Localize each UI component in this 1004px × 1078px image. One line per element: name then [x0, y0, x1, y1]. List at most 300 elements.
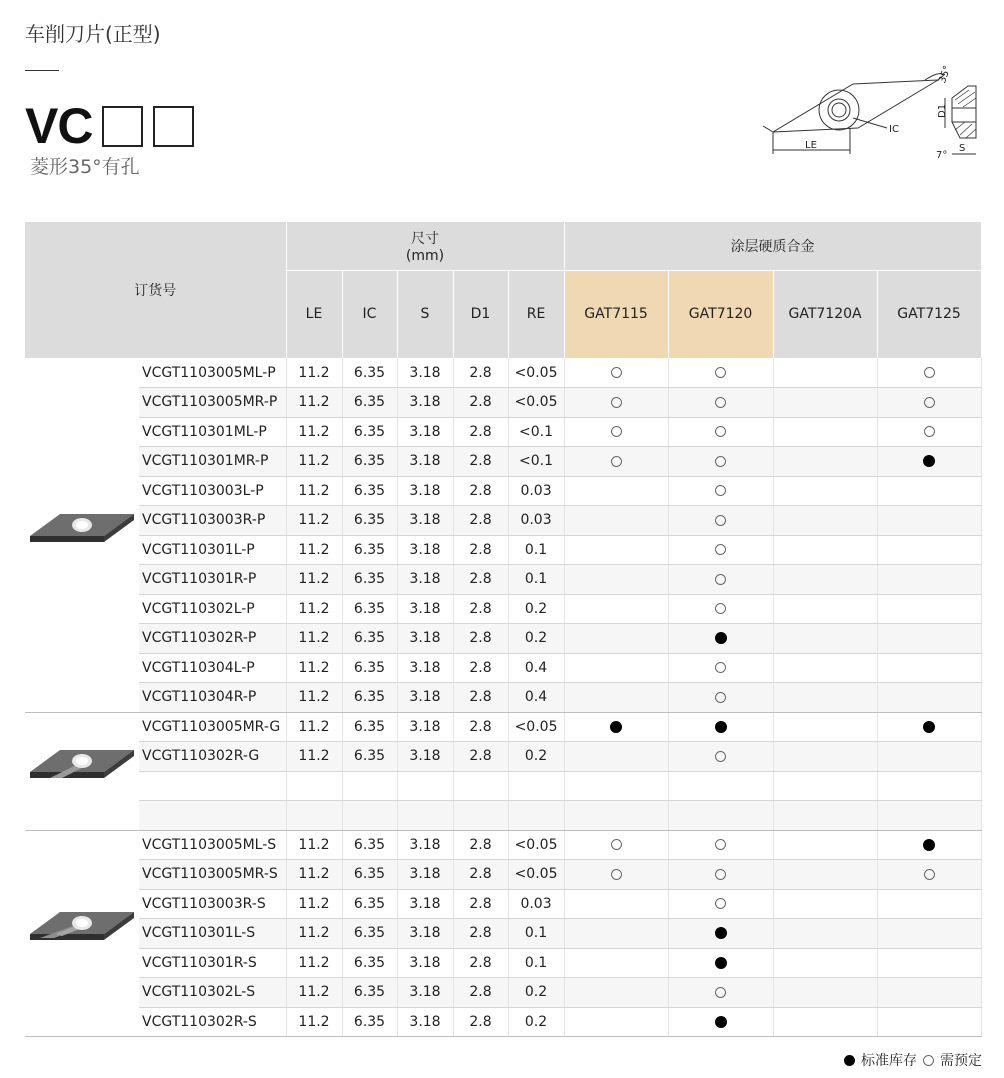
stock-dot-icon	[923, 839, 935, 851]
stock-dot-icon	[715, 1016, 727, 1028]
header-dim-le: LE	[286, 270, 342, 358]
dimension-cell: <0.1	[508, 447, 564, 477]
dimension-cell: 0.1	[508, 919, 564, 949]
availability-cell	[773, 624, 877, 654]
dimension-cell: 6.35	[342, 830, 397, 860]
table-row	[25, 535, 981, 565]
part-number-cell: VCGT1103003R-P	[139, 506, 286, 536]
availability-cell	[877, 447, 981, 477]
availability-cell	[564, 447, 668, 477]
stock-dot-icon	[715, 957, 727, 969]
dimension-cell: <0.05	[508, 388, 564, 418]
availability-cell	[877, 712, 981, 742]
table-row	[25, 683, 981, 713]
dimension-cell: 3.18	[397, 830, 453, 860]
table-row	[25, 388, 981, 418]
side-view-bottom	[952, 122, 976, 138]
dimension-cell	[397, 801, 453, 831]
dimension-cell: 11.2	[286, 476, 342, 506]
order-circle-icon	[715, 898, 726, 909]
availability-cell	[773, 830, 877, 860]
availability-cell	[668, 476, 773, 506]
insert-ic-circle	[819, 90, 859, 130]
dimension-cell	[508, 771, 564, 801]
dimension-cell: 3.18	[397, 506, 453, 536]
dimension-cell	[397, 771, 453, 801]
category-title: 车削刀片(正型)	[25, 22, 161, 46]
order-circle-icon	[715, 485, 726, 496]
stock-dot-icon	[923, 721, 935, 733]
dimension-cell: 2.8	[453, 358, 508, 388]
ic-label: IC	[889, 124, 899, 135]
insert-hole-outer	[828, 99, 850, 121]
dimension-cell: 0.2	[508, 624, 564, 654]
availability-cell	[564, 830, 668, 860]
table-row	[25, 594, 981, 624]
stock-dot-icon	[844, 1055, 855, 1066]
table-row	[25, 860, 981, 890]
part-number-cell: VCGT1103005MR-P	[139, 388, 286, 418]
dimension-cell: 11.2	[286, 565, 342, 595]
availability-cell	[773, 919, 877, 949]
s-label: S	[959, 143, 966, 154]
insert-image-cell	[25, 830, 139, 1037]
table-row	[25, 653, 981, 683]
dimension-cell: 6.35	[342, 712, 397, 742]
availability-cell	[668, 742, 773, 772]
dimension-cell: 11.2	[286, 830, 342, 860]
part-number-cell: VCGT1103005MR-G	[139, 712, 286, 742]
dimension-cell: 3.18	[397, 358, 453, 388]
availability-cell	[877, 476, 981, 506]
order-circle-icon	[715, 397, 726, 408]
legend-stock-label: 标准库存	[861, 1053, 917, 1069]
availability-cell	[668, 535, 773, 565]
header-dim-d1: D1	[453, 270, 508, 358]
dimension-cell: 11.2	[286, 978, 342, 1008]
order-circle-icon	[715, 751, 726, 762]
table-row	[25, 771, 981, 801]
availability-cell	[564, 535, 668, 565]
order-circle-icon	[715, 367, 726, 378]
table-row	[25, 978, 981, 1008]
dimension-cell: 3.18	[397, 712, 453, 742]
part-number-cell: VCGT110301R-S	[139, 948, 286, 978]
insert-hole-inner	[832, 103, 846, 117]
dimension-cell: 2.8	[453, 889, 508, 919]
header-grade-gat7115: GAT7115	[564, 270, 668, 358]
dimension-cell: 3.18	[397, 388, 453, 418]
code-placeholder-box	[153, 106, 194, 147]
availability-cell	[773, 978, 877, 1008]
availability-cell	[564, 978, 668, 1008]
code-placeholder-box	[102, 106, 143, 147]
dimension-cell: 6.35	[342, 624, 397, 654]
order-circle-icon	[924, 869, 935, 880]
availability-cell	[773, 447, 877, 477]
availability-cell	[773, 860, 877, 890]
availability-cell	[773, 535, 877, 565]
dimension-cell: 2.8	[453, 388, 508, 418]
dimension-cell: 11.2	[286, 624, 342, 654]
availability-cell	[564, 624, 668, 654]
dimension-cell: 3.18	[397, 594, 453, 624]
insert-image	[26, 906, 138, 956]
dimension-cell: 11.2	[286, 506, 342, 536]
dimension-cell: 11.2	[286, 594, 342, 624]
availability-cell	[564, 594, 668, 624]
header-grade-gat7120a: GAT7120A	[773, 270, 877, 358]
dimension-cell: 11.2	[286, 535, 342, 565]
dimension-cell: 6.35	[342, 535, 397, 565]
part-number-cell	[139, 801, 286, 831]
order-circle-icon	[715, 515, 726, 526]
availability-cell	[564, 388, 668, 418]
dimension-cell	[342, 801, 397, 831]
insert-outline-shape	[773, 80, 938, 132]
ic-leader-line	[853, 118, 887, 128]
dimension-cell: 0.1	[508, 948, 564, 978]
table-row	[25, 476, 981, 506]
dimension-cell: 2.8	[453, 712, 508, 742]
series-description: 菱形35°有孔	[30, 156, 140, 178]
availability-cell	[773, 476, 877, 506]
dimension-cell	[342, 771, 397, 801]
availability-cell	[877, 535, 981, 565]
availability-cell	[773, 742, 877, 772]
availability-cell	[564, 653, 668, 683]
availability-cell	[564, 506, 668, 536]
availability-cell	[668, 978, 773, 1008]
availability-cell	[564, 476, 668, 506]
dimension-cell: 2.8	[453, 683, 508, 713]
dimension-cell: <0.05	[508, 860, 564, 890]
table-row	[25, 801, 981, 831]
part-number-cell: VCGT1103005ML-S	[139, 830, 286, 860]
availability-cell	[773, 801, 877, 831]
availability-cell	[564, 771, 668, 801]
availability-cell	[773, 653, 877, 683]
part-number-cell: VCGT110302R-S	[139, 1007, 286, 1037]
availability-cell	[668, 919, 773, 949]
order-circle-icon	[611, 397, 622, 408]
dimension-cell: 11.2	[286, 683, 342, 713]
stock-dot-icon	[715, 927, 727, 939]
order-circle-icon	[715, 456, 726, 467]
availability-cell	[877, 358, 981, 388]
availability-cell	[564, 1007, 668, 1037]
dimension-cell: 2.8	[453, 417, 508, 447]
header-dimensions-group	[286, 222, 564, 270]
dimension-cell: 2.8	[453, 860, 508, 890]
dimensions-group-title: 尺寸	[411, 230, 440, 247]
table-row	[25, 742, 981, 772]
header-dim-re: RE	[508, 270, 564, 358]
dimension-cell: 11.2	[286, 712, 342, 742]
dimension-cell: 2.8	[453, 742, 508, 772]
availability-cell	[668, 712, 773, 742]
table-row	[25, 889, 981, 919]
order-circle-icon	[611, 426, 622, 437]
availability-cell	[668, 948, 773, 978]
table-body	[25, 358, 981, 1037]
table-row	[25, 1007, 981, 1037]
dimension-cell: 3.18	[397, 860, 453, 890]
part-number-cell: VCGT1103003R-S	[139, 889, 286, 919]
table-row	[25, 712, 981, 742]
dimension-cell	[286, 801, 342, 831]
order-circle-icon	[611, 869, 622, 880]
availability-cell	[668, 830, 773, 860]
hatch-line	[966, 129, 976, 138]
order-circle-icon	[715, 574, 726, 585]
part-number-cell: VCGT1103003L-P	[139, 476, 286, 506]
dimension-cell: 6.35	[342, 388, 397, 418]
legend-order-label: 需预定	[940, 1053, 982, 1069]
dimension-cell: 2.8	[453, 1007, 508, 1037]
order-circle-icon	[715, 692, 726, 703]
header-dim-ic: IC	[342, 270, 397, 358]
dimension-cell: 0.03	[508, 889, 564, 919]
availability-cell	[773, 683, 877, 713]
part-number-cell: VCGT110304L-P	[139, 653, 286, 683]
dimension-cell: 2.8	[453, 919, 508, 949]
availability-cell	[564, 683, 668, 713]
part-number-cell: VCGT1103005ML-P	[139, 358, 286, 388]
order-circle-icon	[715, 603, 726, 614]
dimension-cell: 6.35	[342, 565, 397, 595]
availability-cell	[668, 594, 773, 624]
dimension-cell: 2.8	[453, 565, 508, 595]
order-circle-icon	[715, 426, 726, 437]
availability-cell	[668, 771, 773, 801]
availability-cell	[773, 771, 877, 801]
dimension-cell: 11.2	[286, 1007, 342, 1037]
availability-cell	[564, 948, 668, 978]
availability-cell	[877, 506, 981, 536]
dimension-cell: 0.2	[508, 742, 564, 772]
availability-cell	[877, 388, 981, 418]
order-circle-icon	[715, 544, 726, 555]
dimension-cell: 2.8	[453, 506, 508, 536]
availability-cell	[668, 683, 773, 713]
dimension-cell: <0.05	[508, 358, 564, 388]
availability-cell	[773, 712, 877, 742]
table-row	[25, 447, 981, 477]
part-number-cell: VCGT110304R-P	[139, 683, 286, 713]
availability-cell	[564, 801, 668, 831]
part-number-cell: VCGT110301L-P	[139, 535, 286, 565]
part-number-cell	[139, 771, 286, 801]
dimension-cell: 6.35	[342, 742, 397, 772]
dimension-cell: 0.4	[508, 653, 564, 683]
availability-cell	[668, 860, 773, 890]
availability-cell	[877, 830, 981, 860]
dimension-cell: 11.2	[286, 358, 342, 388]
angle-top-label: 35°	[937, 64, 954, 85]
availability-cell	[773, 594, 877, 624]
dimension-cell: 2.8	[453, 535, 508, 565]
availability-cell	[877, 978, 981, 1008]
dimension-cell: 11.2	[286, 417, 342, 447]
header-grade-gat7125: GAT7125	[877, 270, 981, 358]
availability-cell	[877, 1007, 981, 1037]
table-row	[25, 358, 981, 388]
legend	[844, 1050, 982, 1070]
part-number-cell: VCGT110302R-G	[139, 742, 286, 772]
dimension-cell: 11.2	[286, 948, 342, 978]
availability-cell	[877, 948, 981, 978]
insert-dimension-diagram	[755, 62, 985, 162]
order-circle-icon	[715, 662, 726, 673]
dimension-cell: 0.2	[508, 1007, 564, 1037]
availability-cell	[668, 1007, 773, 1037]
availability-cell	[877, 653, 981, 683]
dimension-cell: 3.18	[397, 948, 453, 978]
dimension-cell: 3.18	[397, 1007, 453, 1037]
availability-cell	[668, 358, 773, 388]
dimension-cell: 2.8	[453, 594, 508, 624]
order-circle-icon	[715, 869, 726, 880]
availability-cell	[773, 388, 877, 418]
availability-cell	[773, 1007, 877, 1037]
series-code: VC	[25, 98, 93, 154]
dimension-cell: 0.1	[508, 565, 564, 595]
availability-cell	[877, 860, 981, 890]
availability-cell	[564, 860, 668, 890]
insert-image-cell	[25, 712, 139, 830]
order-circle-icon	[923, 1055, 934, 1066]
availability-cell	[564, 919, 668, 949]
dimension-cell: 6.35	[342, 889, 397, 919]
availability-cell	[668, 417, 773, 447]
dimension-cell: 3.18	[397, 919, 453, 949]
dimension-cell: 6.35	[342, 506, 397, 536]
availability-cell	[773, 565, 877, 595]
dimension-cell	[453, 801, 508, 831]
dimension-cell: 6.35	[342, 476, 397, 506]
part-number-cell: VCGT1103005MR-S	[139, 860, 286, 890]
availability-cell	[773, 506, 877, 536]
header-grade-gat7120: GAT7120	[668, 270, 773, 358]
header-part-number: 订货号	[25, 222, 286, 358]
part-number-cell: VCGT110302L-P	[139, 594, 286, 624]
table-row	[25, 506, 981, 536]
availability-cell	[564, 712, 668, 742]
availability-cell	[564, 889, 668, 919]
availability-cell	[877, 801, 981, 831]
part-number-cell: VCGT110301R-P	[139, 565, 286, 595]
availability-cell	[773, 417, 877, 447]
dimension-cell: 3.18	[397, 447, 453, 477]
availability-cell	[877, 565, 981, 595]
dimension-cell: 2.8	[453, 978, 508, 1008]
dimension-cell: <0.1	[508, 417, 564, 447]
availability-cell	[877, 771, 981, 801]
dimension-cell: 6.35	[342, 948, 397, 978]
part-number-cell: VCGT110301ML-P	[139, 417, 286, 447]
dimension-cell: 2.8	[453, 948, 508, 978]
availability-cell	[564, 417, 668, 447]
stock-dot-icon	[923, 455, 935, 467]
order-circle-icon	[924, 397, 935, 408]
dimension-cell: 11.2	[286, 860, 342, 890]
le-label: LE	[805, 140, 817, 151]
table-row	[25, 417, 981, 447]
availability-cell	[668, 801, 773, 831]
dimension-cell: 3.18	[397, 889, 453, 919]
dimension-cell: 6.35	[342, 860, 397, 890]
availability-cell	[564, 358, 668, 388]
stock-dot-icon	[715, 632, 727, 644]
part-number-cell: VCGT110302R-P	[139, 624, 286, 654]
dimension-cell: 11.2	[286, 388, 342, 418]
availability-cell	[877, 683, 981, 713]
dimension-cell: 2.8	[453, 653, 508, 683]
dimension-cell: 3.18	[397, 476, 453, 506]
dimension-cell: 11.2	[286, 919, 342, 949]
dimensions-group-unit: (mm)	[405, 247, 445, 264]
order-circle-icon	[924, 426, 935, 437]
table-row	[25, 624, 981, 654]
dimension-cell: 3.18	[397, 565, 453, 595]
hatch-line	[955, 122, 965, 130]
availability-cell	[877, 889, 981, 919]
availability-cell	[668, 889, 773, 919]
dimension-cell: 11.2	[286, 653, 342, 683]
order-circle-icon	[611, 839, 622, 850]
dimension-cell: 6.35	[342, 358, 397, 388]
dimension-cell: 3.18	[397, 417, 453, 447]
dimension-cell: 6.35	[342, 978, 397, 1008]
availability-cell	[773, 889, 877, 919]
table-row	[25, 948, 981, 978]
availability-cell	[877, 742, 981, 772]
part-number-cell: VCGT110301MR-P	[139, 447, 286, 477]
availability-cell	[877, 624, 981, 654]
clearance-angle-label: 7°	[936, 150, 948, 161]
dimension-cell: 3.18	[397, 683, 453, 713]
availability-cell	[668, 447, 773, 477]
dimension-cell: 3.18	[397, 535, 453, 565]
stock-dot-icon	[610, 721, 622, 733]
table-row	[25, 830, 981, 860]
dimension-cell: 3.18	[397, 978, 453, 1008]
dimension-cell: 0.2	[508, 594, 564, 624]
dimension-cell: 3.18	[397, 624, 453, 654]
dimension-cell: 6.35	[342, 653, 397, 683]
availability-cell	[668, 506, 773, 536]
dimension-cell: 11.2	[286, 742, 342, 772]
dimension-cell: 0.2	[508, 978, 564, 1008]
table-row	[25, 565, 981, 595]
availability-cell	[668, 624, 773, 654]
dimension-cell	[508, 801, 564, 831]
product-table	[25, 222, 982, 1037]
order-circle-icon	[611, 456, 622, 467]
availability-cell	[668, 388, 773, 418]
dimension-cell: 2.8	[453, 447, 508, 477]
insert-image	[26, 744, 138, 794]
part-number-cell: VCGT110301L-S	[139, 919, 286, 949]
order-circle-icon	[715, 987, 726, 998]
dimension-cell: 0.03	[508, 476, 564, 506]
dimension-cell	[453, 771, 508, 801]
availability-cell	[773, 948, 877, 978]
series-heading	[25, 98, 194, 154]
dimension-cell: <0.05	[508, 830, 564, 860]
order-circle-icon	[611, 367, 622, 378]
